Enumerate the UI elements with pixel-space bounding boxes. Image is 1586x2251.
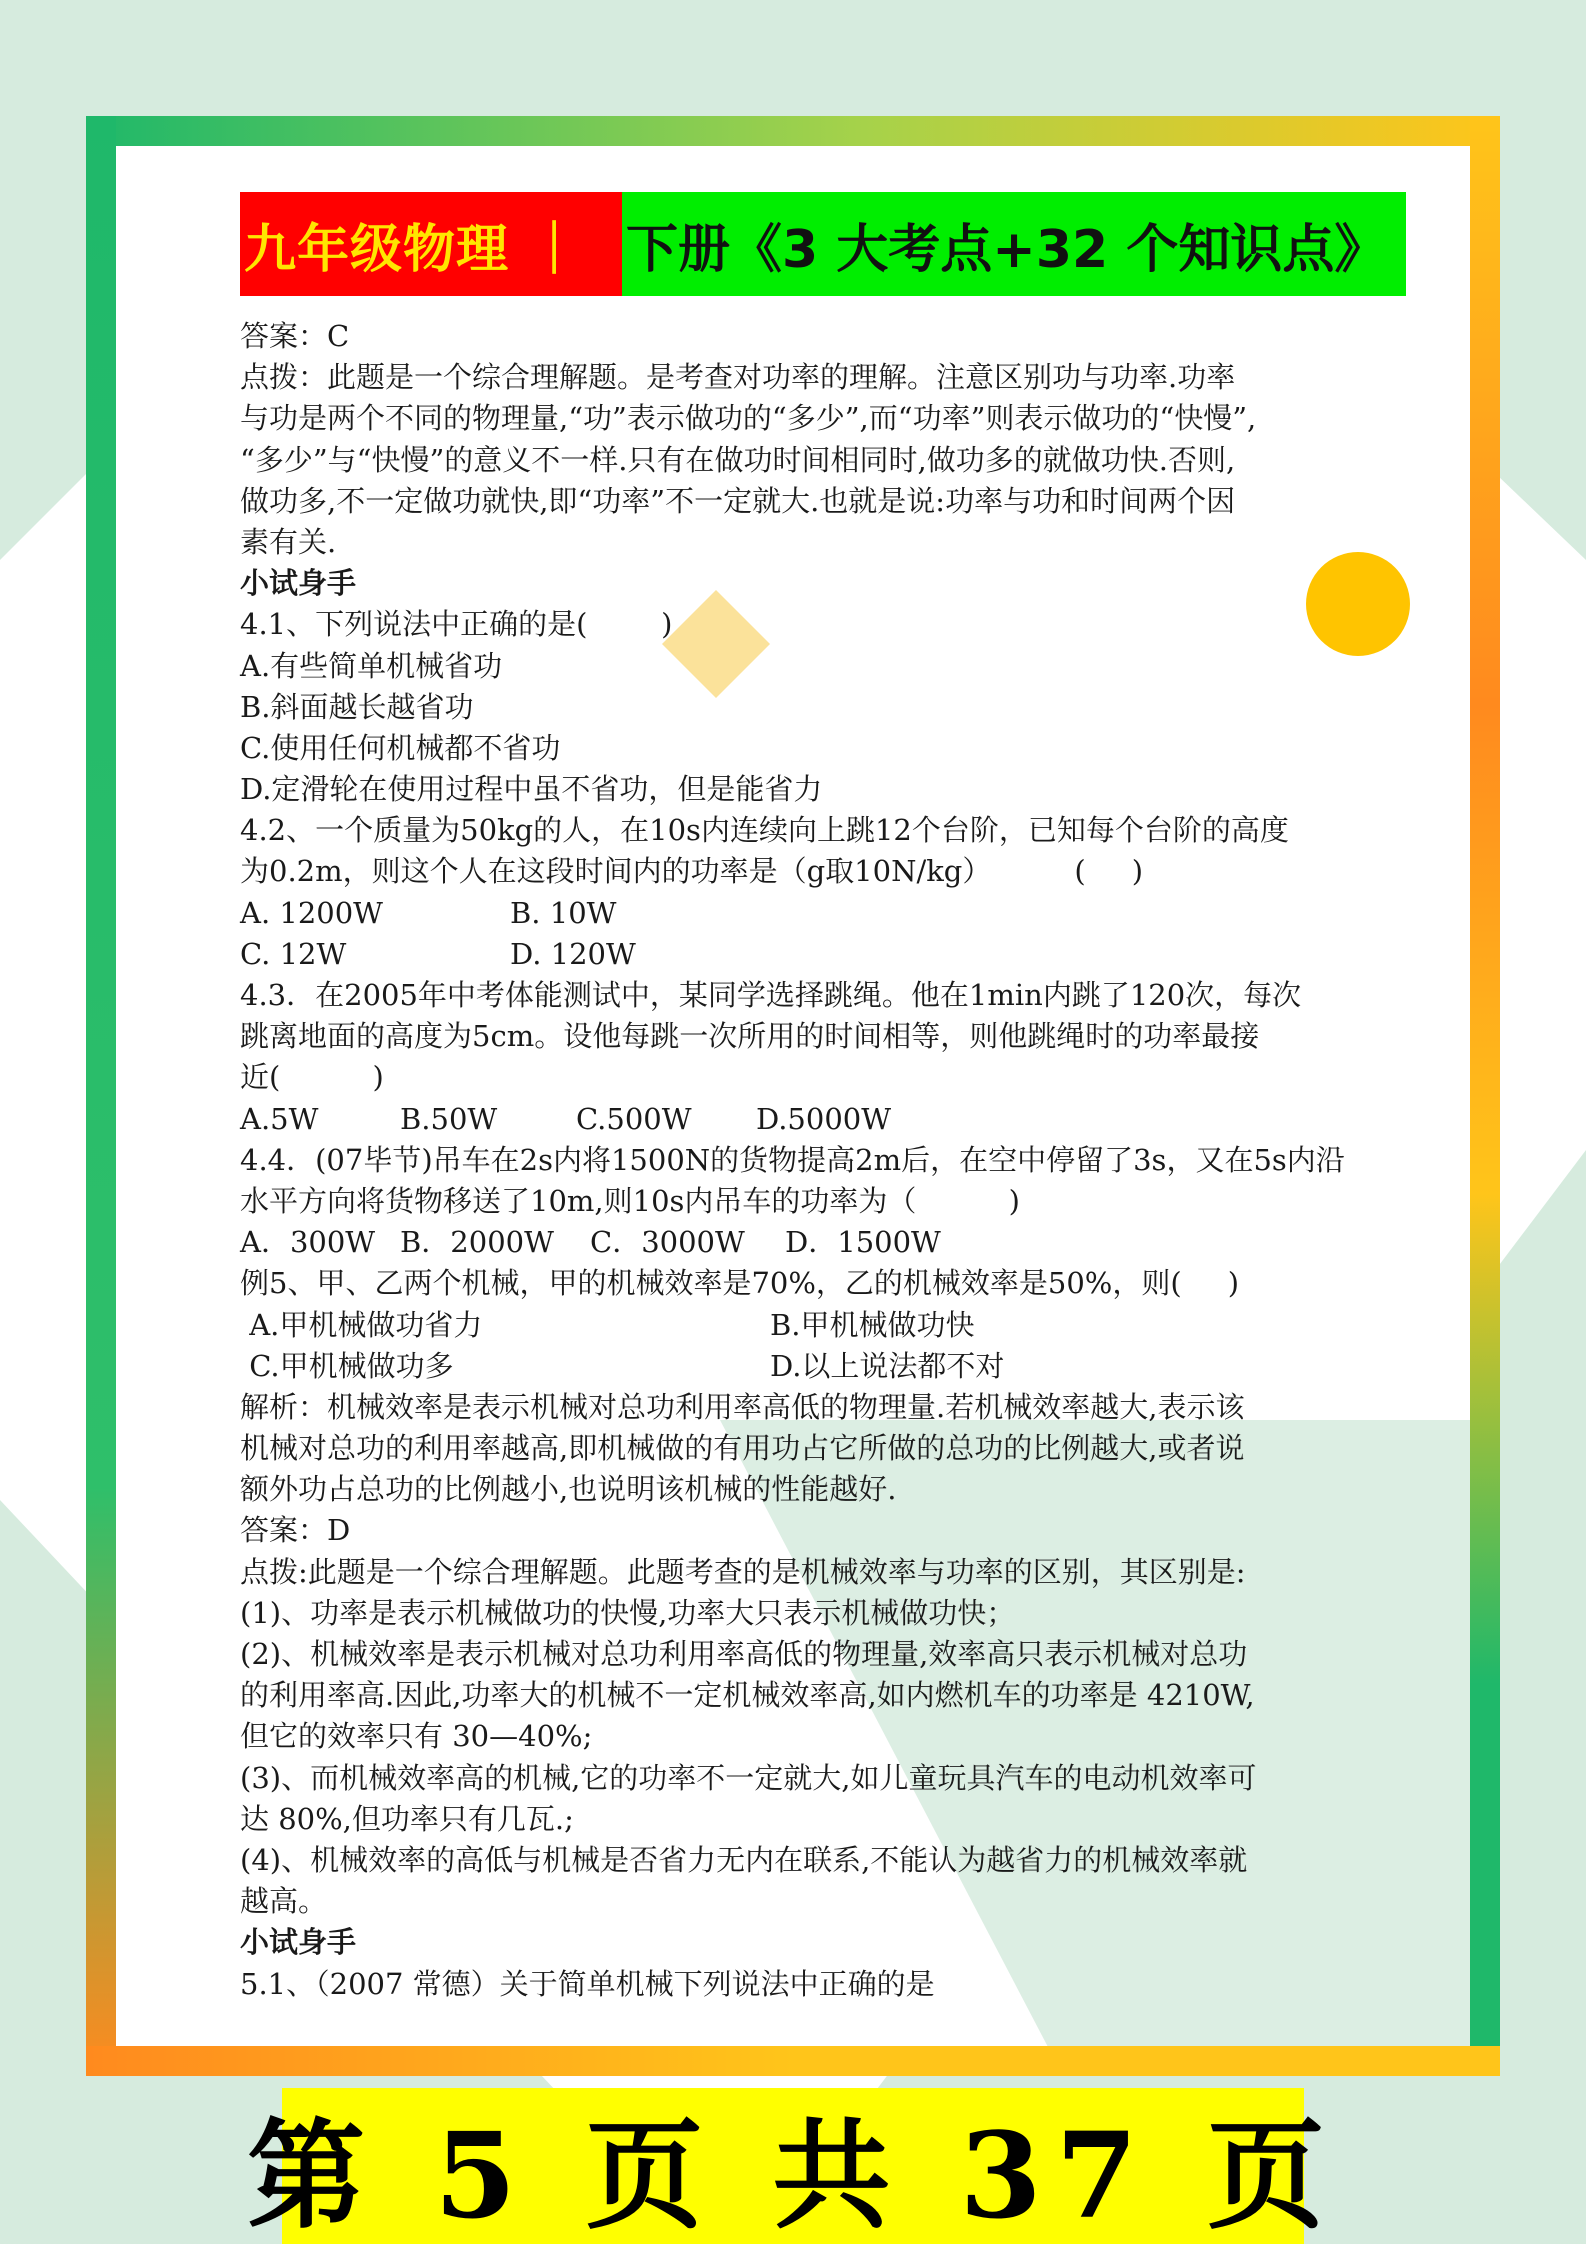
text-line: 与功是两个不同的物理量,“功”表示做功的“多少”,而“功率”则表示做功的“快慢”, — [240, 401, 1257, 436]
header-banner — [240, 192, 1406, 296]
options-row — [240, 1099, 1360, 1140]
text-line: 机械对总功的利用率越高,即机械做的有用功占它所做的总功的比例越大,或者说 — [240, 1431, 1245, 1466]
option-d: D.定滑轮在使用过程中虽不省功，但是能省力 — [240, 772, 823, 807]
document-body — [240, 316, 1360, 2005]
text-line: (1)、功率是表示机械做功的快慢,功率大只表示机械做功快； — [240, 1595, 1016, 1630]
option-b: B. 10W — [510, 895, 617, 930]
option-a: A.5W — [240, 1101, 319, 1136]
text-line: 为0.2m，则这个人在这段时间内的功率是（g取10N/kg） ( ) — [240, 854, 1144, 889]
text-line: 点拨:此题是一个综合理解题。此题考查的是机械效率与功率的区别，其区别是: — [240, 1554, 1246, 1589]
page-number-banner: 第 5 页 共 37 页 — [282, 2088, 1304, 2244]
options-row — [240, 934, 1360, 975]
frame-right — [1470, 116, 1500, 2076]
question-4-2: 4.2、一个质量为50kg的人，在10s内连续向上跳12个台阶，已知每个台阶的高度 — [240, 813, 1289, 848]
text-line: 越高。 — [240, 1884, 328, 1919]
text-line: 达 80%,但功率只有几瓦.; — [240, 1801, 574, 1836]
question-4-3: 4.3．在2005年中考体能测试中，某同学选择跳绳。他在1min内跳了120次，每次 — [240, 978, 1302, 1012]
question-5-1: 5.1、（2007 常德）关于简单机械下列说法中正确的是 — [240, 1966, 935, 2001]
text-line: 近( ) — [240, 1060, 384, 1095]
section-heading: 小试身手 — [240, 1925, 357, 1960]
frame-bottom — [86, 2046, 1500, 2076]
option-b: B.斜面越长越省功 — [240, 689, 474, 724]
option-c: C.500W — [576, 1101, 692, 1136]
text-line: 素有关. — [240, 524, 337, 559]
answer-line: 答案：D — [240, 1513, 351, 1548]
text-line: 点拨：此题是一个综合理解题。是考查对功率的理解。注意区别功与功率.功率 — [240, 360, 1236, 395]
header-subject-label: 九年级物理 ｜ — [240, 192, 622, 296]
options-row — [240, 1346, 1360, 1387]
option-c: C．3000W — [590, 1225, 745, 1260]
text-line: 额外功占总功的比例越小,也说明该机械的性能越好. — [240, 1472, 897, 1507]
options-row — [240, 1305, 1360, 1346]
frame-left — [86, 116, 116, 2076]
frame-top — [86, 116, 1500, 146]
text-line: (4)、机械效率的高低与机械是否省力无内在联系,不能认为越省力的机械效率就 — [240, 1842, 1248, 1877]
option-d: D．1500W — [785, 1225, 941, 1260]
text-line: 水平方向将货物移送了10m,则10s内吊车的功率为（ ) — [240, 1183, 1020, 1218]
text-line: 的利用率高.因此,功率大的机械不一定机械效率高,如内燃机车的功率是 4210W, — [240, 1678, 1255, 1713]
option-b: B．2000W — [400, 1225, 554, 1260]
option-b: B.甲机械做功快 — [770, 1307, 975, 1342]
section-heading: 小试身手 — [240, 566, 357, 601]
option-d: D.以上说法都不对 — [770, 1348, 1005, 1383]
text-line: 答案：C — [240, 319, 350, 353]
option-a: A.有些简单机械省功 — [240, 648, 503, 683]
question-4-4: 4.4．(07毕节)吊车在2s内将1500N的货物提高2m后，在空中停留了3s，又在5s内沿 — [240, 1142, 1345, 1177]
text-line: 做功多,不一定做功就快,即“功率”不一定就大.也就是说:功率与功和时间两个因 — [240, 483, 1236, 518]
option-c: C.甲机械做功多 — [240, 1348, 454, 1383]
options-row — [240, 1222, 1360, 1263]
text-line: (3)、而机械效率高的机械,它的功率不一定就大,如儿童玩具汽车的电动机效率可 — [240, 1760, 1257, 1795]
option-d: D. 120W — [510, 936, 636, 971]
text-line: “多少”与“快慢”的意义不一样.只有在做功时间相同时,做功多的就做功快.否则, — [240, 442, 1236, 477]
option-a: A．300W — [240, 1225, 376, 1260]
option-d: D.5000W — [756, 1101, 892, 1136]
header-title: 下册《3 大考点+32 个知识点》 — [622, 192, 1406, 296]
option-a: A.甲机械做功省力 — [240, 1307, 483, 1342]
option-a: A. 1200W — [240, 895, 383, 930]
question-4-1: 4.1、下列说法中正确的是( ) — [240, 607, 673, 642]
text-line: (2)、机械效率是表示机械对总功利用率高低的物理量,效率高只表示机械对总功 — [240, 1637, 1248, 1671]
text-line: 跳离地面的高度为5cm。设他每跳一次所用的时间相等，则他跳绳时的功率最接 — [240, 1019, 1260, 1054]
text-line: 解析：机械效率是表示机械对总功利用率高低的物理量.若机械效率越大,表示该 — [240, 1389, 1245, 1424]
text-line: 但它的效率只有 30—40%; — [240, 1719, 593, 1754]
option-c: C.使用任何机械都不省功 — [240, 730, 561, 765]
option-c: C. 12W — [240, 936, 347, 971]
options-row — [240, 893, 1360, 934]
example-5: 例5、甲、乙两个机械，甲的机械效率是70%，乙的机械效率是50%，则( ) — [240, 1266, 1240, 1301]
option-b: B.50W — [400, 1101, 498, 1136]
